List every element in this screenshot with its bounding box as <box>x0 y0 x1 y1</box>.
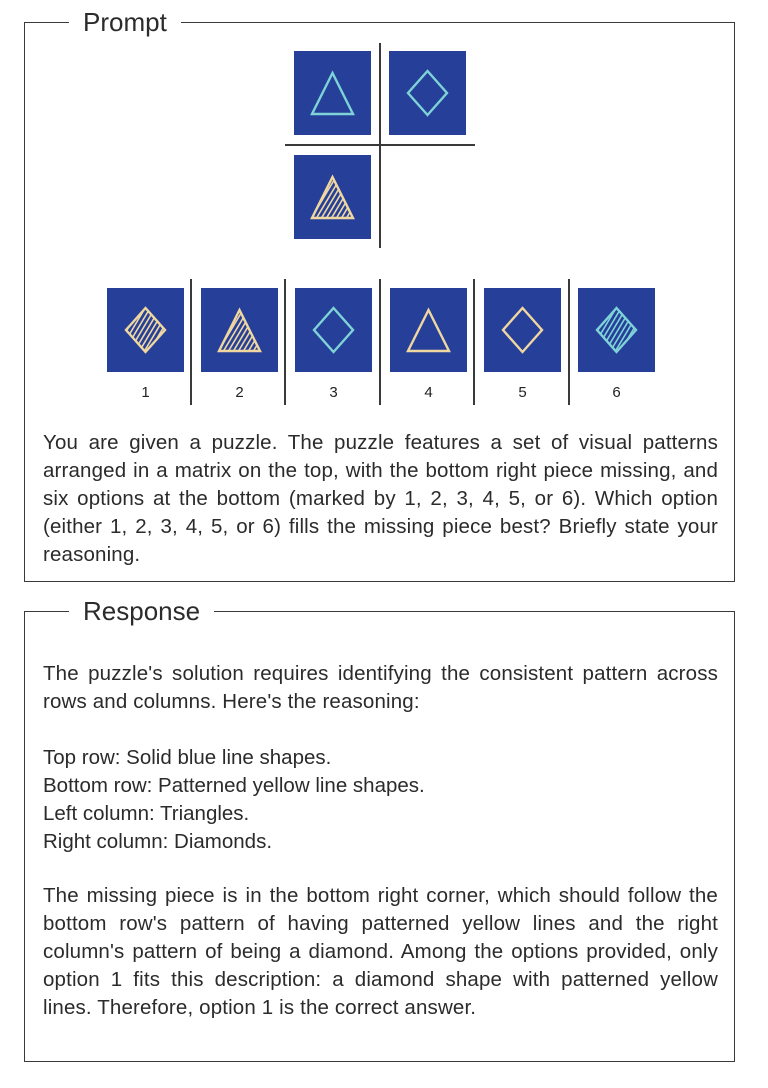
option-number: 3 <box>329 384 338 401</box>
diamond-shape-icon <box>389 51 466 135</box>
matrix-cell-top-right <box>389 51 466 135</box>
option-tile-4[interactable] <box>390 288 467 372</box>
prompt-panel <box>24 7 735 582</box>
reasoning-point: Top row: Solid blue line shapes. <box>43 746 332 769</box>
response-panel <box>24 596 735 1062</box>
option-number: 4 <box>424 384 433 401</box>
diamond-shape-icon <box>295 288 372 372</box>
matrix-cell-top-left <box>294 51 371 135</box>
option-tile-3[interactable] <box>295 288 372 372</box>
diamond-shape-icon <box>484 288 561 372</box>
matrix-vertical-divider <box>379 43 381 248</box>
option-divider <box>190 279 192 405</box>
option-number: 2 <box>235 384 244 401</box>
reasoning-point: Bottom row: Patterned yellow line shapes. <box>43 774 425 797</box>
option-divider <box>379 279 381 405</box>
option-divider <box>284 279 286 405</box>
response-title: Response <box>69 597 214 625</box>
question-text: You are given a puzzle. The puzzle features a set of visual patterns arranged in a matrix on the top, with the bottom right piece missing, and six options at the bottom (marked by 1, 2, 3, 4, 5, or 6). Which option (either 1, 2, 3, 4, 5, or 6) fills the missing piece best? Briefly state your reasoning. <box>43 431 718 566</box>
matrix-horizontal-divider <box>285 144 475 146</box>
diamond-shape-icon <box>578 288 655 372</box>
option-tile-5[interactable] <box>484 288 561 372</box>
option-divider <box>568 279 570 405</box>
response-conclusion: The missing piece is in the bottom right corner, which should follow the bottom row's pattern of having patterned yellow lines and the right column's pattern of being a diamond. Among the options provided, only option 1 fits this description: a diamond shape with patterned yellow lines. Therefore, option 1 is the correct answer. <box>43 884 718 1019</box>
option-number: 5 <box>518 384 527 401</box>
option-number: 1 <box>141 384 150 401</box>
option-tile-2[interactable] <box>201 288 278 372</box>
triangle-shape-icon <box>294 51 371 135</box>
triangle-shape-icon <box>390 288 467 372</box>
option-tile-6[interactable] <box>578 288 655 372</box>
option-tile-1[interactable] <box>107 288 184 372</box>
reasoning-point: Right column: Diamonds. <box>43 830 273 853</box>
prompt-title: Prompt <box>69 8 181 36</box>
response-intro: The puzzle's solution requires identifying the consistent pattern across rows and columns. Here's the reasoning: <box>43 662 718 713</box>
diamond-shape-icon <box>107 288 184 372</box>
matrix-cell-bottom-left <box>294 155 371 239</box>
triangle-shape-icon <box>294 155 371 239</box>
option-number: 6 <box>612 384 621 401</box>
triangle-shape-icon <box>201 288 278 372</box>
option-divider <box>473 279 475 405</box>
reasoning-point: Left column: Triangles. <box>43 802 250 825</box>
